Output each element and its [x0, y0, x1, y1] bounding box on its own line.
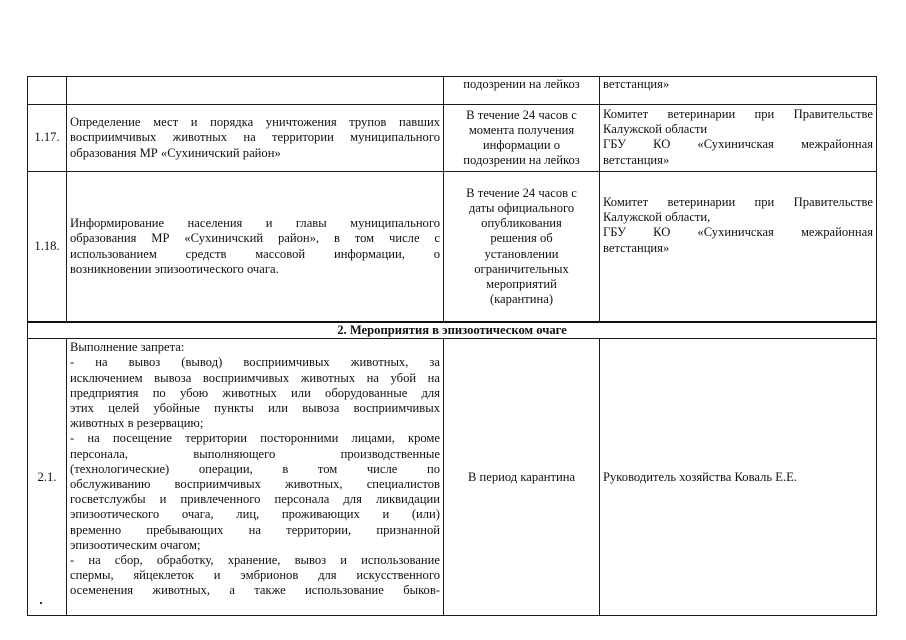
term-line: В течение 24 часов с [466, 185, 577, 200]
term-line: подозрении на лейкоз [463, 153, 580, 168]
scan-speck [40, 602, 42, 604]
action-line: этих целей убойные пункты или вывоза восприимчивых [70, 401, 440, 416]
action-line: Определение мест и порядка уничтожения трупов павших [70, 115, 440, 130]
action-line: спермы, яйцеклеток и эмбрионов для искусственного [70, 568, 440, 583]
term-line: решения об [490, 231, 553, 246]
action-line: образования МР «Сухиничский район» [70, 145, 281, 160]
action-line: восприимчивых животных на территории муниципального [70, 130, 440, 145]
table-row [28, 77, 877, 105]
action-cell [67, 339, 444, 616]
section-title: 2. Мероприятия в эпизоотическом очаге [28, 322, 877, 339]
responsible-line: Калужской области [603, 122, 708, 137]
measures-table [27, 76, 877, 616]
term-line: опубликования [481, 216, 562, 231]
action-line: осеменения животных, а также использование быков- [70, 583, 440, 598]
responsible-cell: ветстанция» [600, 77, 877, 105]
action-cell [67, 172, 444, 323]
action-line: эпизоотического очага, лиц, проживающих и (или) [70, 507, 440, 522]
responsible-cell [600, 172, 877, 323]
action-line: (технологические) операции, в том числе по [70, 461, 440, 476]
responsible-line: ГБУ КО «Сухиничская межрайонная [603, 137, 873, 152]
term-cell: В период карантина [444, 339, 600, 616]
term-cell [444, 105, 600, 172]
action-line: предприятия по убою животных или оборудованные для [70, 385, 440, 400]
action-line: эпизоотическим очагом; [70, 537, 201, 552]
responsible-cell: Руководитель хозяйства Коваль Е.Е. [600, 339, 877, 616]
action-line: возникновении эпизоотического очага. [70, 261, 279, 276]
action-cell [67, 77, 444, 105]
action-cell [67, 105, 444, 172]
table-row [28, 105, 877, 172]
action-line: - на посещение территории посторонними лицами, кроме [70, 431, 440, 446]
responsible-line: Калужской области, [603, 210, 711, 225]
responsible-line: Комитет ветеринарии при Правительстве [603, 195, 873, 209]
term-line: ограничительных [474, 261, 569, 276]
term-cell: подозрении на лейкоз [444, 77, 600, 105]
term-line: (карантина) [489, 292, 554, 307]
action-line: Информирование населения и главы муниципального [70, 216, 440, 231]
action-line: - на сбор, обработку, хранение, вывоз и использование [70, 553, 440, 568]
table-row [28, 172, 877, 323]
action-line: образования МР «Сухиничский район», в том числе с [70, 231, 440, 246]
responsible-line: ветстанция» [603, 152, 670, 167]
action-line: обслуживанию восприимчивых животных, специалистов [70, 477, 440, 492]
term-cell [444, 172, 600, 323]
responsible-line: Комитет ветеринарии при Правительстве [603, 107, 873, 121]
row-number: 2.1. [28, 339, 67, 616]
action-line: Выполнение запрета: [70, 340, 185, 355]
term-line: В течение 24 часов с [466, 107, 577, 122]
row-number: 1.17. [28, 105, 67, 172]
row-number [28, 77, 67, 105]
action-line: использованием средств массовой информации, о [70, 246, 440, 261]
responsible-line: ГБУ КО «Сухиничская межрайонная [603, 225, 873, 240]
responsible-cell [600, 105, 877, 172]
action-line: исключением вывоза восприимчивых животных на убой на [70, 370, 440, 385]
action-line: - на вывоз (вывод) восприимчивых животных, за [70, 355, 440, 370]
table-row [28, 339, 877, 616]
action-line: временно пребывающих на территории, признанной [70, 522, 440, 537]
action-line: животных в резервацию; [70, 416, 204, 431]
term-line: установлении [484, 246, 559, 261]
term-line: информации о [482, 138, 561, 152]
section-header-row [28, 322, 877, 339]
term-line: момента получения [468, 122, 575, 137]
row-number: 1.18. [28, 172, 67, 323]
action-line: госветслужбы и привлеченного персонала для ликвидации [70, 492, 440, 507]
term-line: даты официального [468, 200, 575, 215]
term-line: мероприятий [486, 276, 557, 291]
responsible-line: ветстанция» [603, 240, 670, 255]
action-line: персонала, выполняющего производственные [70, 446, 440, 461]
